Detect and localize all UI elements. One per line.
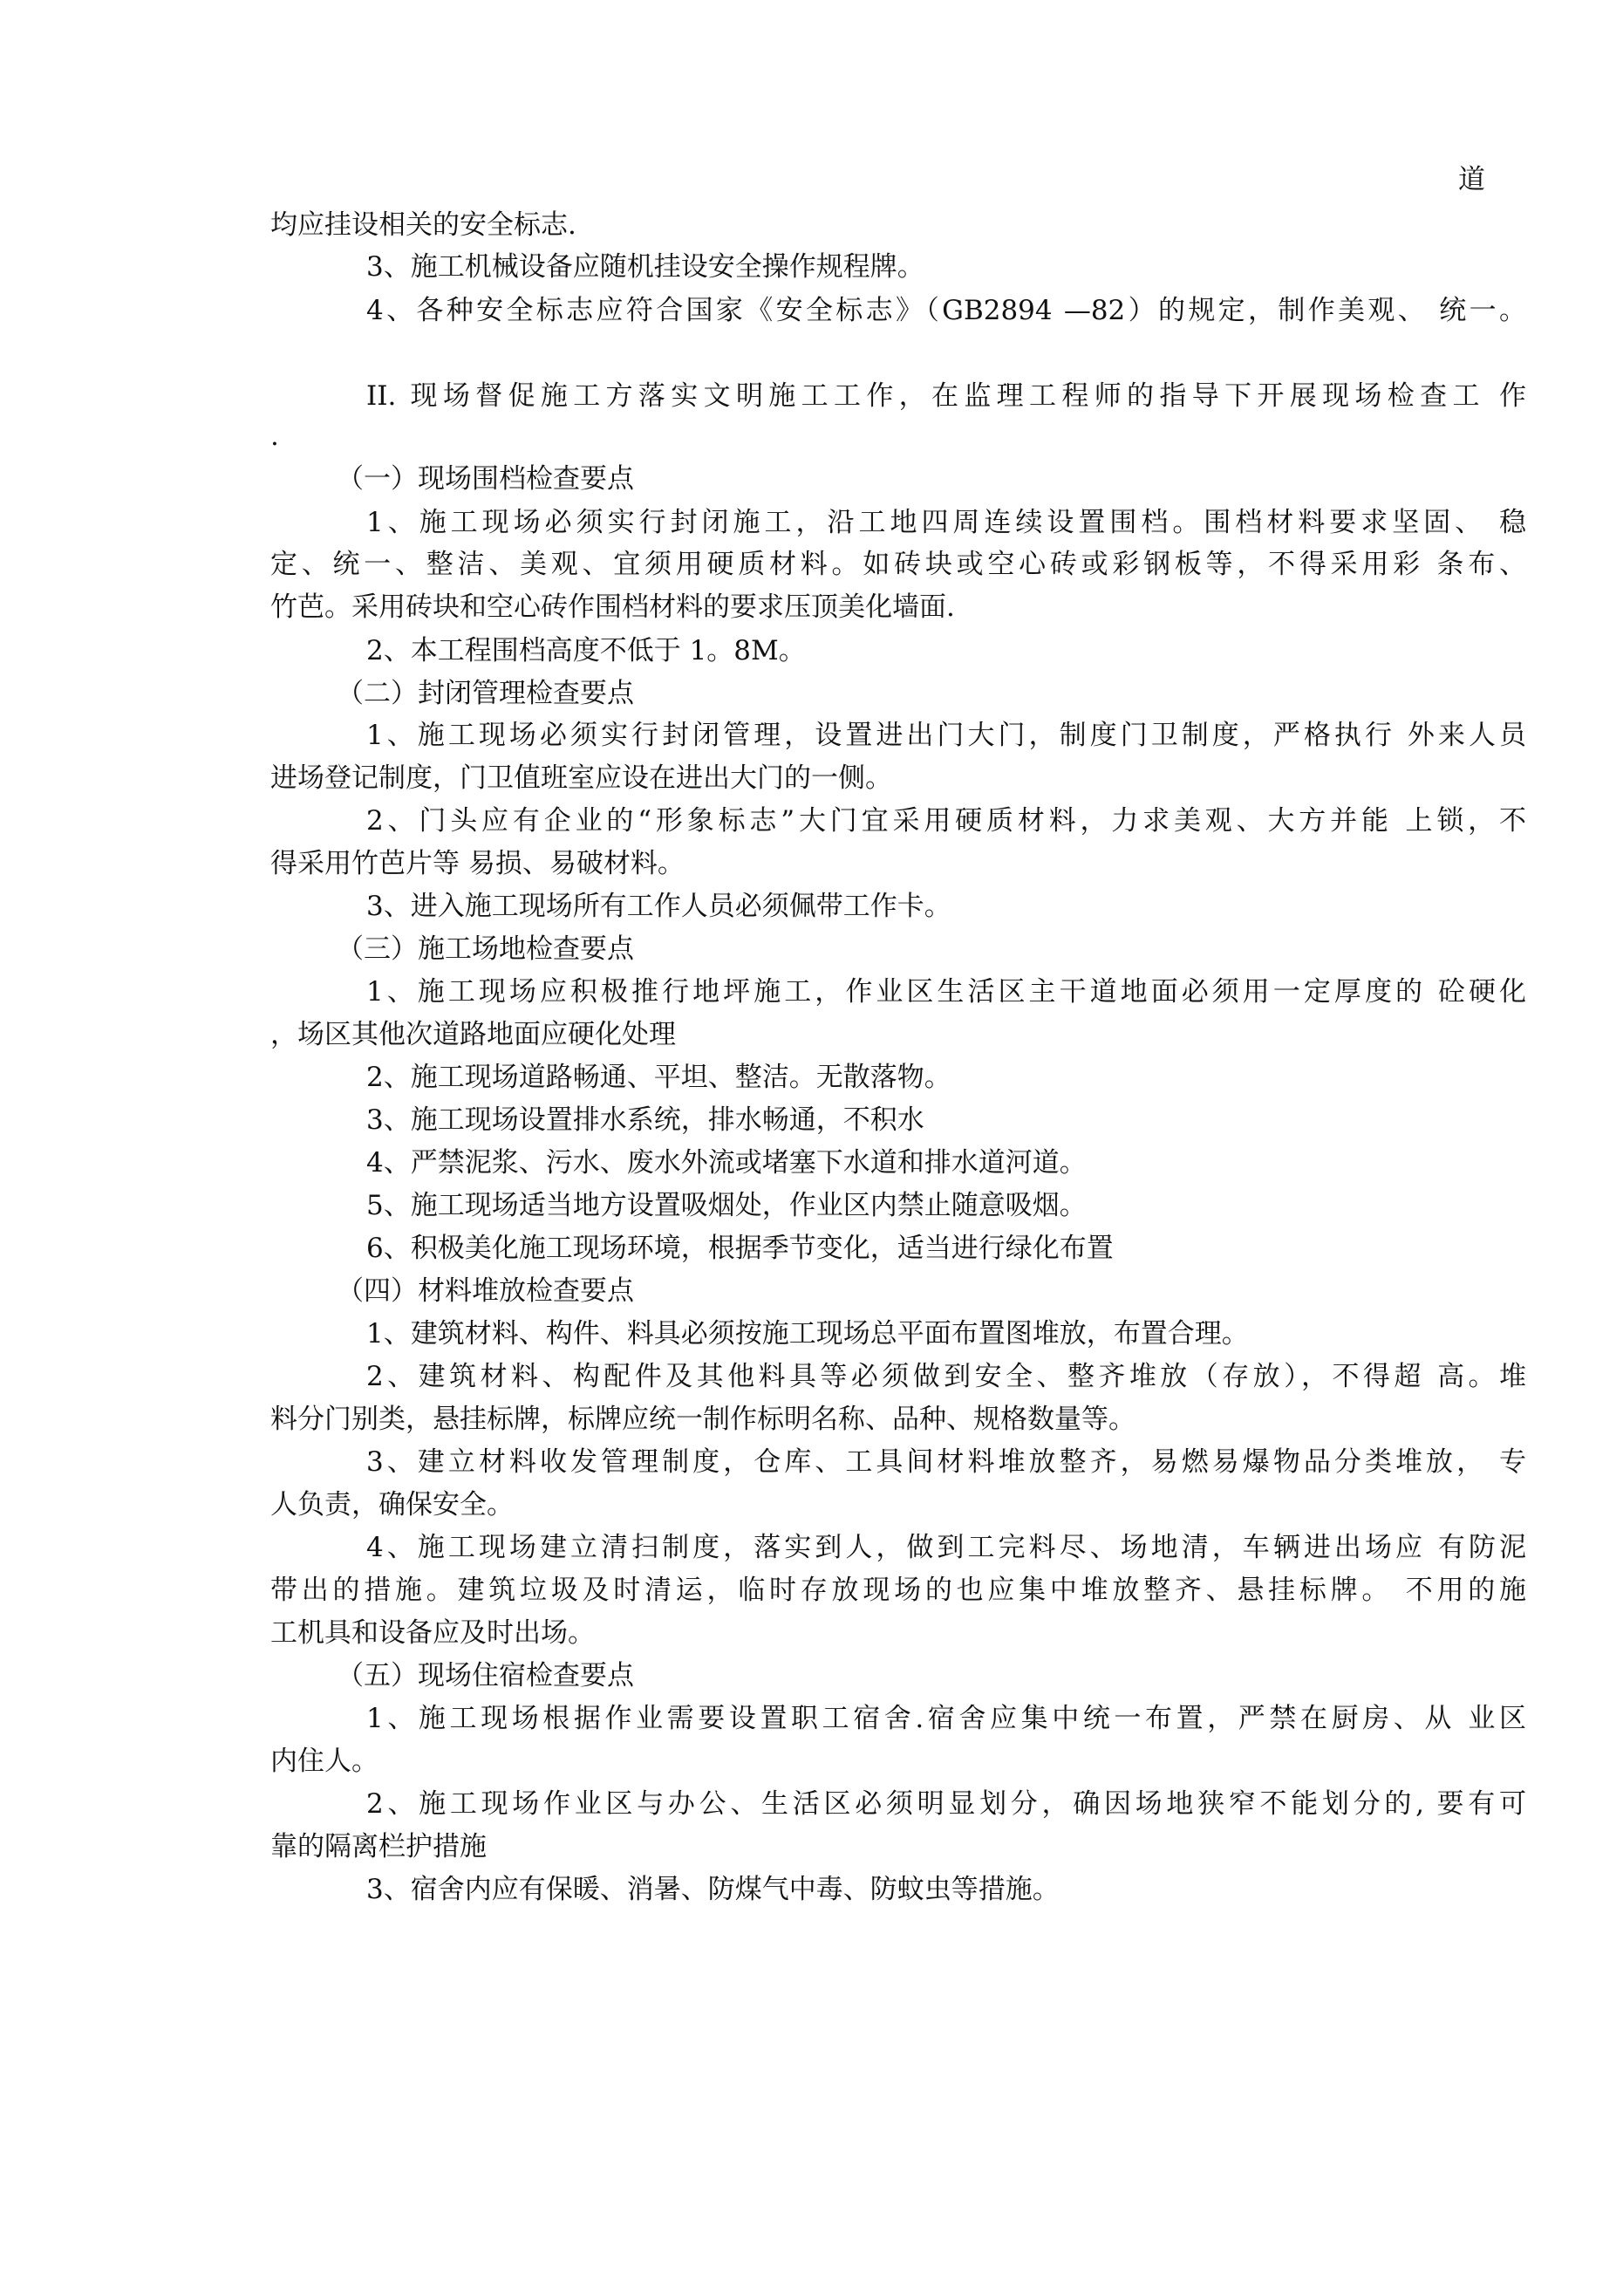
text-line: 4、严禁泥浆、污水、废水外流或堵塞下水道和排水道河道。 (366, 1147, 1087, 1179)
text-line: 1、施工现场必须实行封闭施工，沿工地四周连续设置围档。围档材料要求坚固、 稳 (366, 507, 1526, 538)
text-line: 料分门别类，悬挂标牌，标牌应统一制作标明名称、品种、规格数量等。 (270, 1404, 1135, 1435)
text-line: ，场区其他次道路地面应硬化处理 (270, 1019, 676, 1050)
subsection-heading: （四）材料堆放检查要点 (337, 1275, 634, 1307)
section-heading-ii: II. 现场督促施工方落实文明施工工作，在监理工程师的指导下开展现场检查工 作 (366, 380, 1526, 412)
text-line: 均应挂设相关的安全标志. (270, 209, 576, 241)
text-line: 得采用竹芭片等 易损、易破材料。 (270, 848, 685, 879)
text-line: 靠的隔离栏护措施 (270, 1831, 487, 1862)
text-line: 6、积极美化施工现场环境，根据季节变化，适当进行绿化布置 (366, 1233, 1114, 1264)
text-line: 5、施工现场适当地方设置吸烟处，作业区内禁止随意吸烟。 (366, 1190, 1087, 1221)
text-line: 3、建立材料收发管理制度，仓库、工具间材料堆放整齐，易燃易爆物品分类堆放， 专 (366, 1446, 1526, 1478)
subsection-heading: （二）封闭管理检查要点 (337, 678, 634, 709)
text-line: 1、施工现场必须实行封闭管理，设置进出门大门，制度门卫制度，严格执行 外来人员 (366, 720, 1526, 751)
subsection-heading: （三）施工场地检查要点 (337, 933, 634, 965)
text-line: 1、建筑材料、构件、料具必须按施工现场总平面布置图堆放，布置合理。 (366, 1318, 1249, 1350)
text-line: 2、施工现场道路畅通、平坦、整洁。无散落物。 (366, 1062, 951, 1093)
text-line: 内住人。 (270, 1746, 378, 1777)
subsection-heading: （五）现场住宿检查要点 (337, 1660, 634, 1691)
text-line: 2、施工现场作业区与办公、生活区必须明显划分，确因场地狭窄不能划分的, 要有可 (366, 1788, 1526, 1820)
text-line: 人负责，确保安全。 (270, 1489, 514, 1520)
text-line: 4、施工现场建立清扫制度，落实到人，做到工完料尽、场地清，车辆进出场应 有防泥 (366, 1532, 1526, 1563)
text-line: 1、施工现场根据作业需要设置职工宿舍.宿舍应集中统一布置，严禁在厨房、从 业区 (366, 1703, 1526, 1734)
text-line: 3、进入施工现场所有工作人员必须佩带工作卡。 (366, 891, 951, 922)
text-line: 4、各种安全标志应符合国家《安全标志》（GB2894 —82）的规定，制作美观、 统一。 (366, 295, 1526, 326)
subsection-heading: （一）现场围档检查要点 (337, 463, 634, 495)
text-line: 3、宿舍内应有保暖、消暑、防煤气中毒、防蚊虫等措施。 (366, 1874, 1060, 1905)
page-top-character: 道 (1458, 164, 1485, 195)
text-line: 竹芭。采用砖块和空心砖作围档材料的要求压顶美化墙面. (270, 591, 955, 623)
text-line: 工机具和设备应及时出场。 (270, 1617, 595, 1649)
text-line: 进场登记制度，门卫值班室应设在进出大门的一侧。 (270, 762, 892, 794)
text-line: . (270, 420, 279, 452)
text-line: 2、门头应有企业的“形象标志”大门宜采用硬质材料，力求美观、大方并能 上锁，不 (366, 805, 1526, 837)
text-line: 定、统一、整洁、美观、宜须用硬质材料。如砖块或空心砖或彩钢板等，不得采用彩 条布、 (270, 549, 1526, 580)
text-line: 3、施工现场设置排水系统，排水畅通，不积水 (366, 1104, 924, 1136)
text-line: 3、施工机械设备应随机挂设安全操作规程牌。 (366, 251, 924, 283)
text-line: 带出的措施。建筑垃圾及时清运，临时存放现场的也应集中堆放整齐、悬挂标牌。 不用的施 (270, 1575, 1526, 1606)
text-line: 1、施工现场应积极推行地坪施工，作业区生活区主干道地面必须用一定厚度的 砼硬化 (366, 976, 1526, 1008)
text-line: 2、本工程围档高度不低于 1。8M。 (366, 635, 806, 666)
text-line: 2、建筑材料、构配件及其他料具等必须做到安全、整齐堆放（存放），不得超 高。堆 (366, 1361, 1526, 1392)
